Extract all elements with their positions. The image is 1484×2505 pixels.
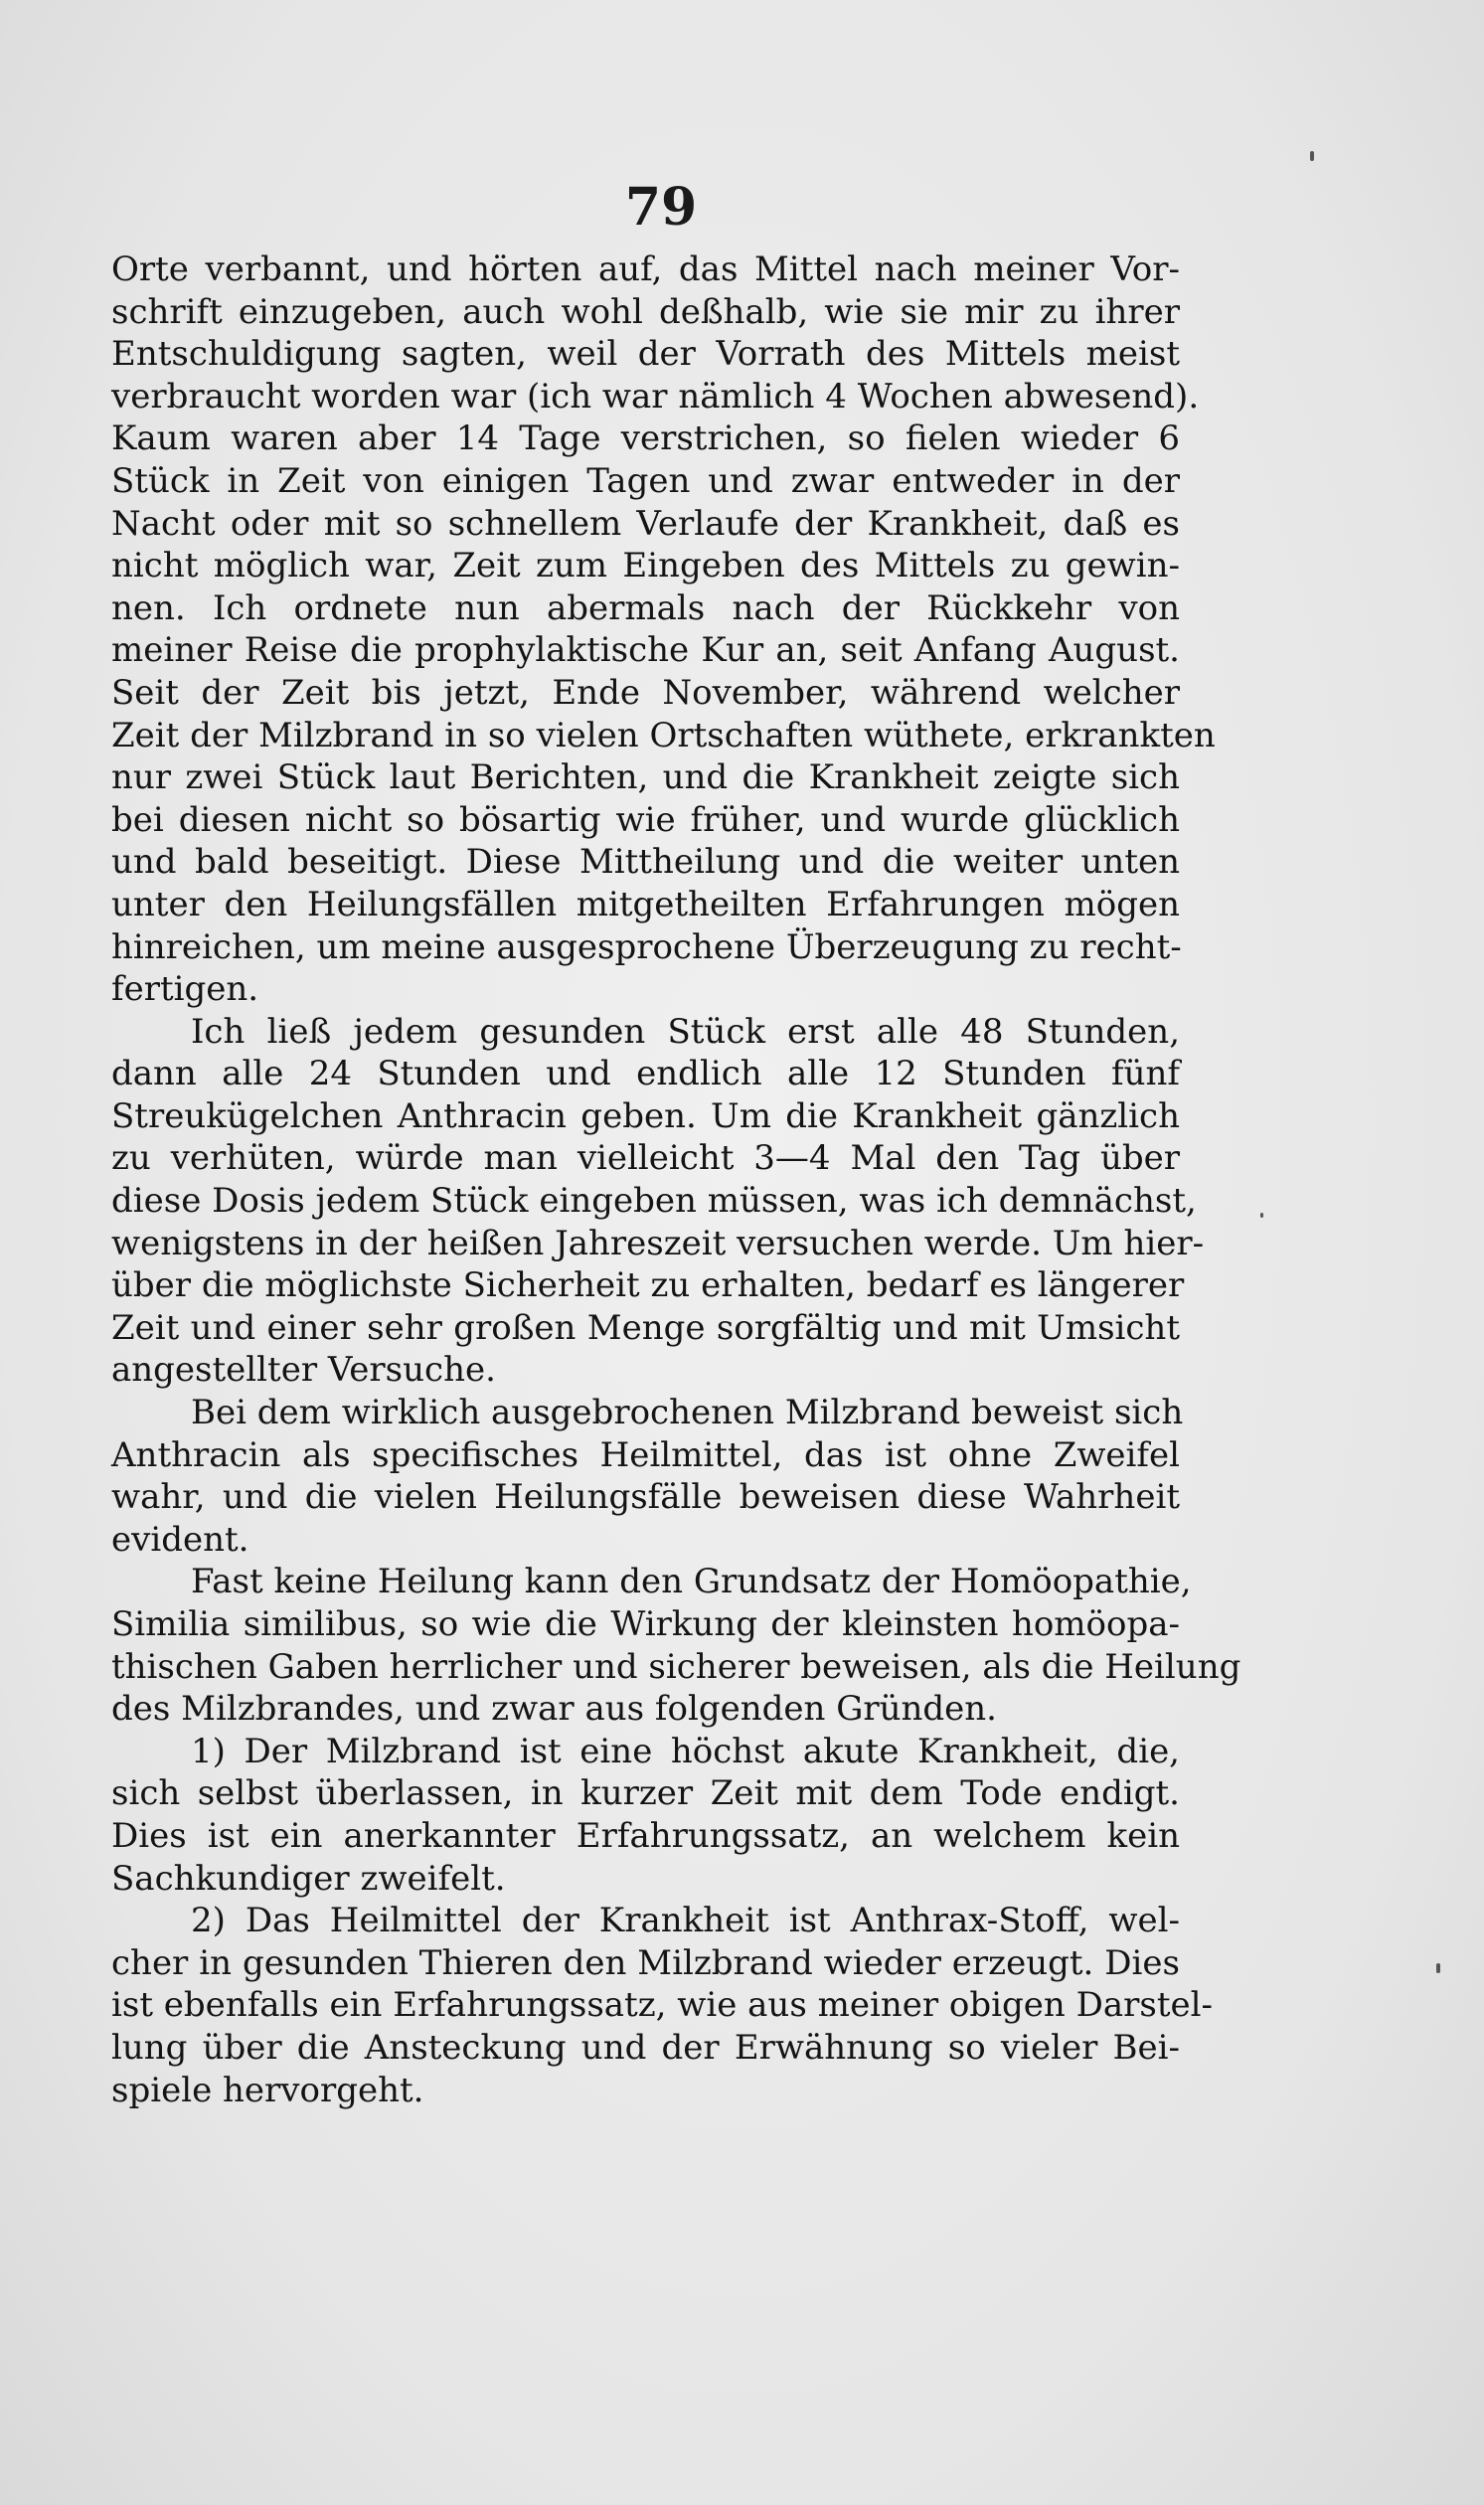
text-line: zu verhüten, würde man vielleicht 3—4 Mal den Tag über — [111, 1138, 1180, 1179]
text-line: Nacht oder mit so schnellem Verlaufe der Krankheit, daß es — [111, 503, 1180, 544]
text-line: Fast keine Heilung kann den Grundsatz der Homöopathie, — [191, 1562, 1192, 1602]
text-line: nicht möglich war, Zeit zum Eingeben des Mittels zu gewin- — [111, 546, 1180, 586]
text-line: Streukügelchen Anthracin geben. Um die Krankheit gänzlich — [111, 1095, 1180, 1136]
text-line: dann alle 24 Stunden und endlich alle 12 Stunden fünf — [111, 1054, 1180, 1094]
text-line: nen. Ich ordnete nun abermals nach der Rückkehr von — [111, 587, 1180, 628]
body-text — [111, 249, 1241, 2111]
text-line: Anthracin als specifisches Heilmittel, das ist ohne Zweifel — [111, 1434, 1180, 1475]
text-line: 1) Der Milzbrand ist eine höchst akute Krankheit, die, — [191, 1731, 1180, 1771]
text-line: Zeit der Milzbrand in so vielen Ortschaften wüthete, erkrankten — [111, 715, 1216, 755]
text-line: Similia similibus, so wie die Wirkung der kleinsten homöopa- — [111, 1604, 1180, 1644]
text-line: des Milzbrandes, und zwar aus folgenden Gründen. — [111, 1689, 997, 1730]
text-line: evident. — [111, 1519, 249, 1560]
text-line: Ich ließ jedem gesunden Stück erst alle 48 Stunden, — [191, 1011, 1180, 1052]
text-line: schrift einzugeben, auch wohl deßhalb, wie sie mir zu ihrer — [111, 291, 1180, 332]
ink-speck — [1260, 1213, 1263, 1218]
text-line: Sachkundiger zweifelt. — [111, 1858, 506, 1899]
text-line: lung über die Ansteckung und der Erwähnung so vieler Bei- — [111, 2027, 1180, 2068]
text-line: nur zwei Stück laut Berichten, und die Krankheit zeigte sich — [111, 757, 1180, 798]
text-line: cher in gesunden Thieren den Milzbrand wieder erzeugt. Dies — [111, 1942, 1180, 1983]
text-line: fertigen. — [111, 969, 259, 1010]
ink-speck — [1436, 1963, 1440, 1973]
text-line: meiner Reise die prophylaktische Kur an, seit Anfang August. — [111, 630, 1180, 671]
text-line: angestellter Versuche. — [111, 1350, 496, 1391]
text-line: Dies ist ein anerkannter Erfahrungssatz, an welchem kein — [111, 1815, 1180, 1856]
ink-speck — [1310, 151, 1314, 161]
text-line: Kaum waren aber 14 Tage verstrichen, so fielen wieder 6 — [111, 418, 1180, 459]
text-line: Zeit und einer sehr großen Menge sorgfältig und mit Umsicht — [111, 1307, 1180, 1348]
text-line: sich selbst überlassen, in kurzer Zeit mit dem Tode endigt. — [111, 1773, 1180, 1814]
text-line: spiele hervorgeht. — [111, 2070, 424, 2110]
text-line: Bei dem wirklich ausgebrochenen Milzbrand beweist sich — [191, 1393, 1184, 1433]
text-line: unter den Heilungsfällen mitgetheilten Erfahrungen mögen — [111, 884, 1180, 924]
text-line: Entschuldigung sagten, weil der Vorrath des Mittels meist — [111, 334, 1180, 375]
text-line: Seit der Zeit bis jetzt, Ende November, während welcher — [111, 672, 1180, 713]
text-line: thischen Gaben herrlicher und sicherer beweisen, als die Heilung — [111, 1646, 1241, 1687]
text-line: bei diesen nicht so bösartig wie früher, und wurde glücklich — [111, 799, 1180, 840]
text-line: Orte verbannt, und hörten auf, das Mittel nach meiner Vor- — [111, 250, 1180, 289]
text-line: über die möglichste Sicherheit zu erhalten, bedarf es längerer — [111, 1265, 1185, 1306]
text-line: hinreichen, um meine ausgesprochene Überzeugung zu recht- — [111, 926, 1182, 967]
text-line: 2) Das Heilmittel der Krankheit ist Anthrax-Stoff, wel- — [191, 1901, 1180, 1941]
page-number: 79 — [624, 177, 698, 238]
text-line: wahr, und die vielen Heilungsfälle beweisen diese Wahrheit — [111, 1477, 1180, 1518]
text-line: wenigstens in der heißen Jahreszeit versuchen werde. Um hier- — [111, 1223, 1205, 1263]
text-line: Stück in Zeit von einigen Tagen und zwar entweder in der — [111, 460, 1180, 501]
text-line: ist ebenfalls ein Erfahrungssatz, wie aus meiner obigen Darstel- — [111, 1985, 1213, 2026]
text-line: und bald beseitigt. Diese Mittheilung und die weiter unten — [111, 842, 1180, 883]
text-line: diese Dosis jedem Stück eingeben müssen, was ich demnächst, — [111, 1181, 1197, 1222]
text-line: verbraucht worden war (ich war nämlich 4 Wochen abwesend). — [111, 376, 1200, 417]
